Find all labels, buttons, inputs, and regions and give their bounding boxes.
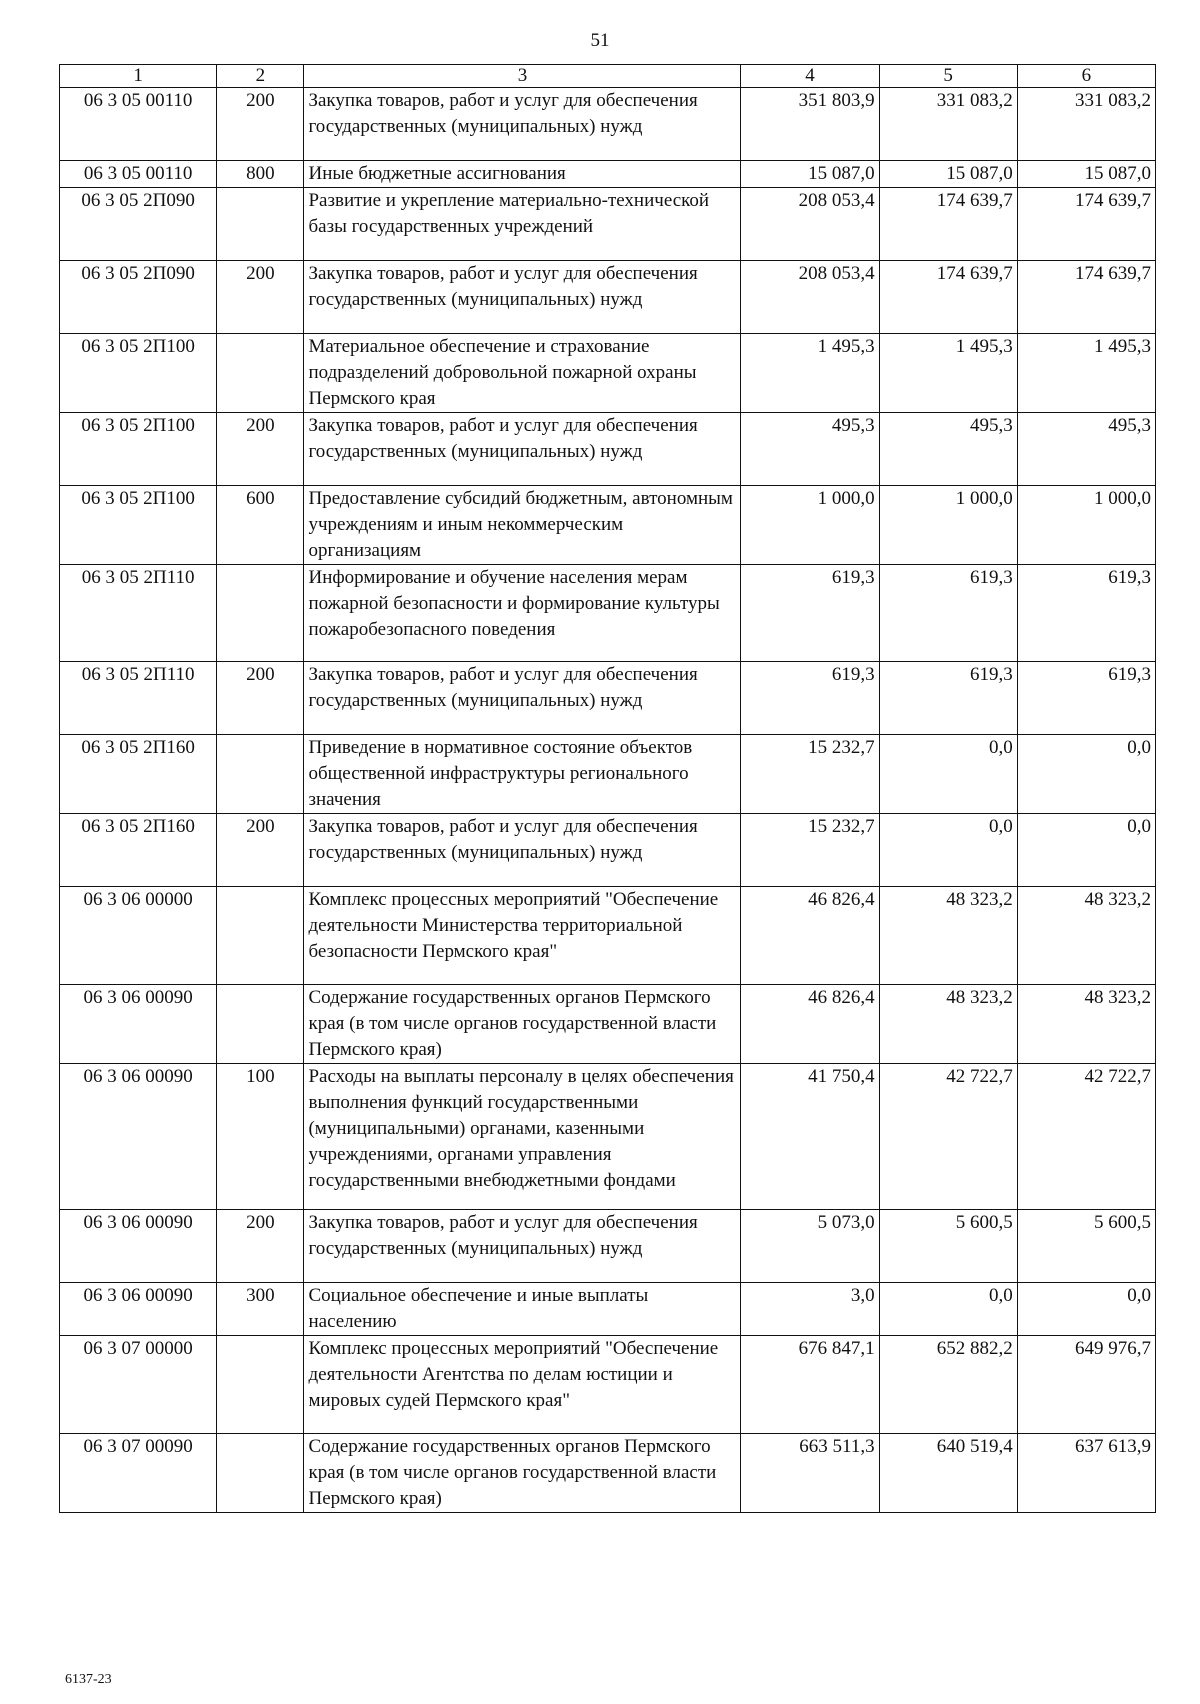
value-col5-cell: 174 639,7 [879, 261, 1017, 334]
page-number: 51 [590, 30, 610, 51]
code-cell: 06 3 05 2П100 [60, 486, 217, 565]
type-cell [217, 985, 304, 1064]
value-col5-cell: 48 323,2 [879, 985, 1017, 1064]
type-cell [217, 334, 304, 413]
value-col4-cell: 41 750,4 [741, 1064, 879, 1210]
value-col6-cell: 42 722,7 [1017, 1064, 1155, 1210]
code-cell: 06 3 05 2П110 [60, 662, 217, 735]
table-row [60, 413, 1156, 486]
value-col5-cell: 174 639,7 [879, 188, 1017, 261]
table-row [60, 565, 1156, 662]
budget-table-body [60, 65, 1156, 1513]
table-row [60, 486, 1156, 565]
name-cell: Закупка товаров, работ и услуг для обеспечения государственных (муниципальных) нужд [304, 261, 741, 334]
header-cell: 1 [60, 65, 217, 88]
type-cell: 200 [217, 814, 304, 887]
name-cell: Закупка товаров, работ и услуг для обеспечения государственных (муниципальных) нужд [304, 88, 741, 161]
budget-table [59, 64, 1156, 1513]
value-col5-cell: 1 495,3 [879, 334, 1017, 413]
code-cell: 06 3 06 00090 [60, 985, 217, 1064]
value-col6-cell: 174 639,7 [1017, 188, 1155, 261]
code-cell: 06 3 05 2П100 [60, 413, 217, 486]
type-cell: 100 [217, 1064, 304, 1210]
type-cell: 200 [217, 662, 304, 735]
value-col5-cell: 0,0 [879, 814, 1017, 887]
type-cell: 300 [217, 1283, 304, 1336]
name-cell: Развитие и укрепление материально-технической базы государственных учреждений [304, 188, 741, 261]
value-col4-cell: 619,3 [741, 662, 879, 735]
name-cell: Закупка товаров, работ и услуг для обеспечения государственных (муниципальных) нужд [304, 662, 741, 735]
code-cell: 06 3 05 00110 [60, 161, 217, 188]
type-cell [217, 188, 304, 261]
value-col4-cell: 619,3 [741, 565, 879, 662]
value-col5-cell: 15 087,0 [879, 161, 1017, 188]
type-cell: 800 [217, 161, 304, 188]
table-row [60, 814, 1156, 887]
value-col6-cell: 331 083,2 [1017, 88, 1155, 161]
value-col5-cell: 640 519,4 [879, 1434, 1017, 1513]
value-col4-cell: 3,0 [741, 1283, 879, 1336]
value-col4-cell: 495,3 [741, 413, 879, 486]
header-cell: 5 [879, 65, 1017, 88]
table-row [60, 1210, 1156, 1283]
type-cell: 200 [217, 1210, 304, 1283]
table-row [60, 161, 1156, 188]
value-col6-cell: 48 323,2 [1017, 985, 1155, 1064]
value-col5-cell: 0,0 [879, 1283, 1017, 1336]
value-col5-cell: 495,3 [879, 413, 1017, 486]
value-col6-cell: 0,0 [1017, 1283, 1155, 1336]
name-cell: Комплекс процессных мероприятий "Обеспечение деятельности Агентства по делам юстиции и мировых судей Пермского края" [304, 1336, 741, 1434]
type-cell [217, 1336, 304, 1434]
value-col4-cell: 15 232,7 [741, 814, 879, 887]
table-row [60, 985, 1156, 1064]
name-cell: Содержание государственных органов Пермского края (в том числе органов государственной власти Пермского края) [304, 1434, 741, 1513]
document-code: 6137-23 [65, 1672, 112, 1687]
type-cell: 200 [217, 88, 304, 161]
value-col6-cell: 649 976,7 [1017, 1336, 1155, 1434]
value-col4-cell: 46 826,4 [741, 887, 879, 985]
value-col5-cell: 0,0 [879, 735, 1017, 814]
value-col5-cell: 42 722,7 [879, 1064, 1017, 1210]
code-cell: 06 3 07 00000 [60, 1336, 217, 1434]
name-cell: Предоставление субсидий бюджетным, автономным учреждениям и иным некоммерческим организациям [304, 486, 741, 565]
value-col6-cell: 637 613,9 [1017, 1434, 1155, 1513]
name-cell: Закупка товаров, работ и услуг для обеспечения государственных (муниципальных) нужд [304, 1210, 741, 1283]
value-col5-cell: 619,3 [879, 662, 1017, 735]
code-cell: 06 3 05 00110 [60, 88, 217, 161]
name-cell: Закупка товаров, работ и услуг для обеспечения государственных (муниципальных) нужд [304, 413, 741, 486]
value-col4-cell: 15 087,0 [741, 161, 879, 188]
value-col4-cell: 46 826,4 [741, 985, 879, 1064]
value-col6-cell: 0,0 [1017, 735, 1155, 814]
code-cell: 06 3 07 00090 [60, 1434, 217, 1513]
type-cell [217, 565, 304, 662]
value-col6-cell: 15 087,0 [1017, 161, 1155, 188]
value-col5-cell: 619,3 [879, 565, 1017, 662]
code-cell: 06 3 06 00090 [60, 1283, 217, 1336]
name-cell: Закупка товаров, работ и услуг для обеспечения государственных (муниципальных) нужд [304, 814, 741, 887]
name-cell: Иные бюджетные ассигнования [304, 161, 741, 188]
table-row [60, 1064, 1156, 1210]
value-col6-cell: 1 495,3 [1017, 334, 1155, 413]
value-col4-cell: 208 053,4 [741, 188, 879, 261]
type-cell: 200 [217, 261, 304, 334]
name-cell: Комплекс процессных мероприятий "Обеспечение деятельности Министерства территориальной безопасности Пермского края" [304, 887, 741, 985]
table-row [60, 261, 1156, 334]
value-col5-cell: 5 600,5 [879, 1210, 1017, 1283]
value-col4-cell: 208 053,4 [741, 261, 879, 334]
type-cell [217, 735, 304, 814]
table-row [60, 735, 1156, 814]
value-col4-cell: 676 847,1 [741, 1336, 879, 1434]
code-cell: 06 3 06 00090 [60, 1064, 217, 1210]
value-col6-cell: 1 000,0 [1017, 486, 1155, 565]
table-row [60, 1283, 1156, 1336]
code-cell: 06 3 05 2П110 [60, 565, 217, 662]
code-cell: 06 3 05 2П160 [60, 735, 217, 814]
value-col5-cell: 1 000,0 [879, 486, 1017, 565]
code-cell: 06 3 05 2П090 [60, 188, 217, 261]
value-col6-cell: 174 639,7 [1017, 261, 1155, 334]
value-col6-cell: 619,3 [1017, 565, 1155, 662]
name-cell: Социальное обеспечение и иные выплаты населению [304, 1283, 741, 1336]
type-cell [217, 887, 304, 985]
value-col4-cell: 1 495,3 [741, 334, 879, 413]
type-cell [217, 1434, 304, 1513]
code-cell: 06 3 05 2П100 [60, 334, 217, 413]
header-cell: 6 [1017, 65, 1155, 88]
header-cell: 3 [304, 65, 741, 88]
value-col4-cell: 1 000,0 [741, 486, 879, 565]
table-row [60, 88, 1156, 161]
code-cell: 06 3 06 00090 [60, 1210, 217, 1283]
name-cell: Информирование и обучение населения мерам пожарной безопасности и формирование культуры пожаробезопасного поведения [304, 565, 741, 662]
value-col4-cell: 351 803,9 [741, 88, 879, 161]
header-cell: 4 [741, 65, 879, 88]
type-cell: 600 [217, 486, 304, 565]
value-col6-cell: 619,3 [1017, 662, 1155, 735]
table-row [60, 334, 1156, 413]
value-col4-cell: 663 511,3 [741, 1434, 879, 1513]
name-cell: Материальное обеспечение и страхование подразделений добровольной пожарной охраны Пермского края [304, 334, 741, 413]
value-col6-cell: 0,0 [1017, 814, 1155, 887]
value-col6-cell: 48 323,2 [1017, 887, 1155, 985]
code-cell: 06 3 06 00000 [60, 887, 217, 985]
header-row [60, 65, 1156, 88]
type-cell: 200 [217, 413, 304, 486]
value-col4-cell: 15 232,7 [741, 735, 879, 814]
value-col5-cell: 331 083,2 [879, 88, 1017, 161]
table-row [60, 1336, 1156, 1434]
header-cell: 2 [217, 65, 304, 88]
table-row [60, 662, 1156, 735]
name-cell: Расходы на выплаты персоналу в целях обеспечения выполнения функций государственными (муниципальными) органами, казенными учреждениями, органами управления государственными внебюджетными фондами [304, 1064, 741, 1210]
table-row [60, 887, 1156, 985]
value-col5-cell: 652 882,2 [879, 1336, 1017, 1434]
table-row [60, 1434, 1156, 1513]
value-col5-cell: 48 323,2 [879, 887, 1017, 985]
table-row [60, 188, 1156, 261]
value-col6-cell: 495,3 [1017, 413, 1155, 486]
value-col4-cell: 5 073,0 [741, 1210, 879, 1283]
name-cell: Приведение в нормативное состояние объектов общественной инфраструктуры регионального значения [304, 735, 741, 814]
code-cell: 06 3 05 2П090 [60, 261, 217, 334]
name-cell: Содержание государственных органов Пермского края (в том числе органов государственной власти Пермского края) [304, 985, 741, 1064]
value-col6-cell: 5 600,5 [1017, 1210, 1155, 1283]
code-cell: 06 3 05 2П160 [60, 814, 217, 887]
